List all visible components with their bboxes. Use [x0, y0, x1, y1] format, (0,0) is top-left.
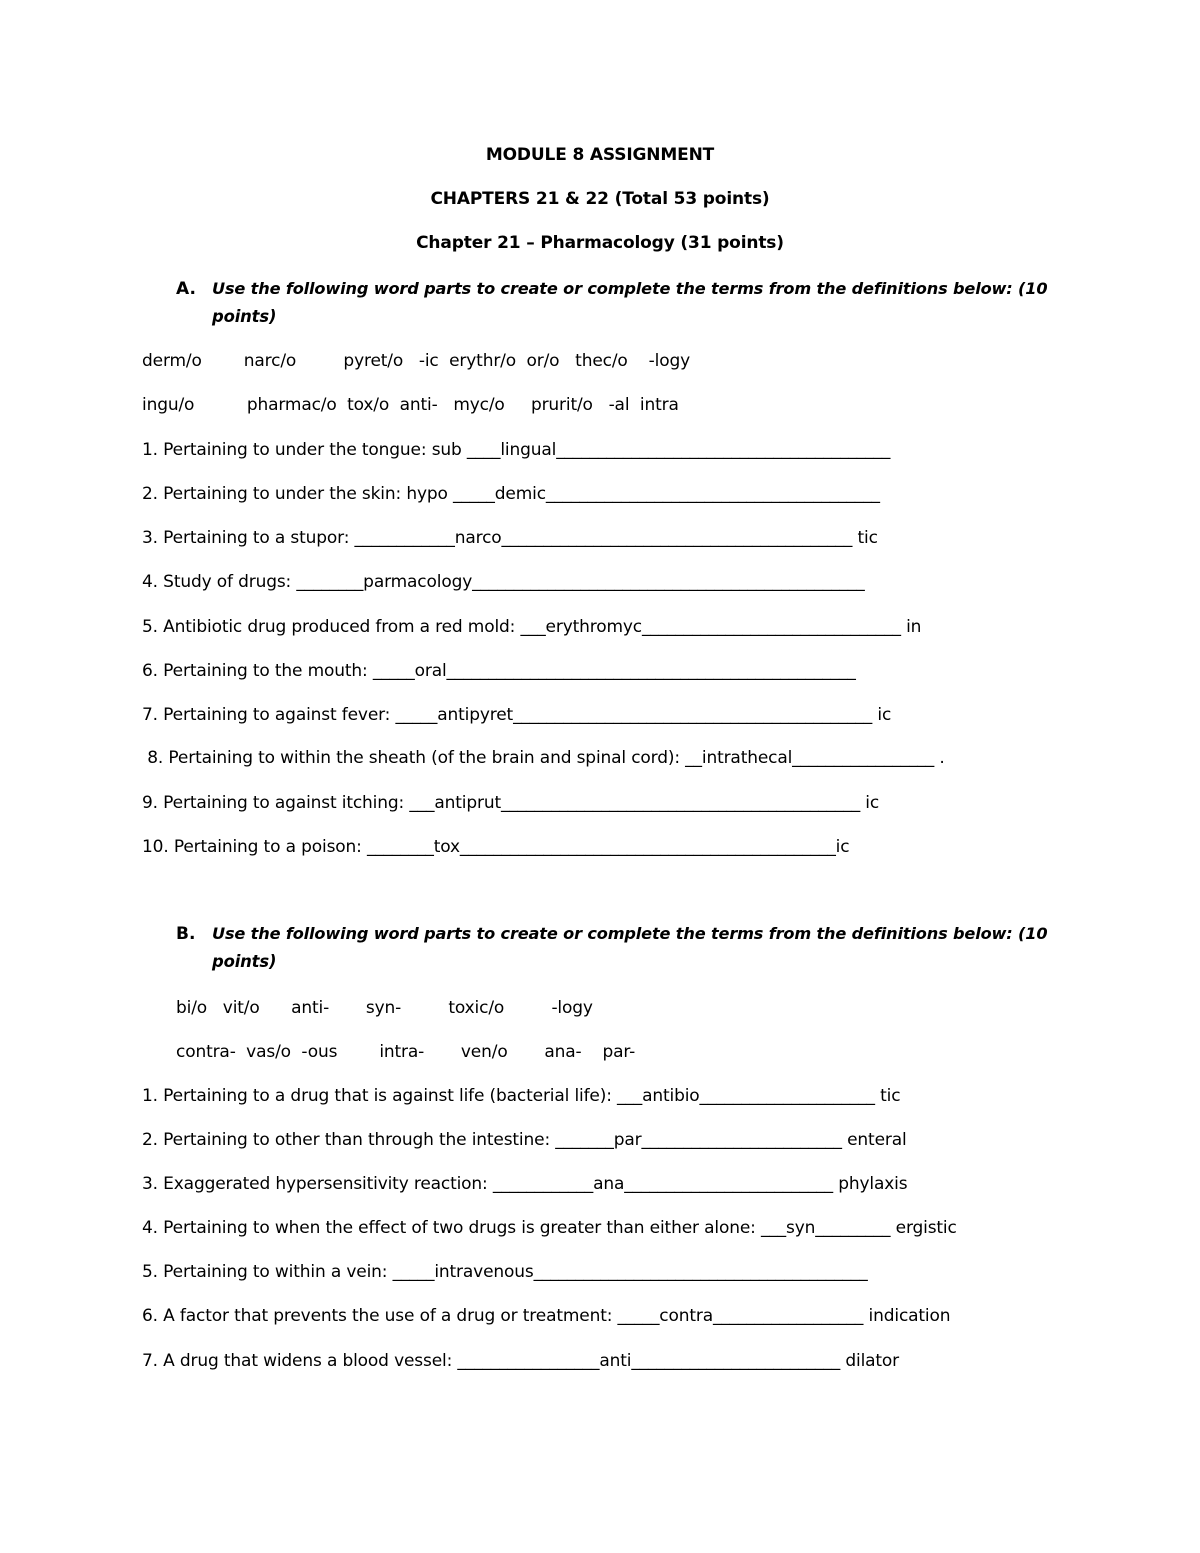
- section-a-instruction-line2: points): [212, 307, 277, 326]
- section-b-word-parts-row2: contra- vas/o -ous intra- ven/o ana- par-: [176, 1042, 636, 1062]
- section-b-item-1: 1. Pertaining to a drug that is against life (bacterial life): ___antibio_____________________ tic: [142, 1086, 901, 1106]
- section-b-letter: B.: [176, 924, 196, 944]
- section-b-word-parts-row1: bi/o vit/o anti- syn- toxic/o -logy: [176, 998, 593, 1018]
- section-a-letter: A.: [176, 279, 196, 299]
- section-a-word-parts-row2: ingu/o pharmac/o tox/o anti- myc/o prurit/o -al intra: [142, 395, 679, 415]
- section-a-item-6: 6. Pertaining to the mouth: _____oral_________________________________________________: [142, 661, 856, 681]
- section-b-item-5: 5. Pertaining to within a vein: _____intravenous________________________________________: [142, 1262, 868, 1282]
- section-b-item-3: 3. Exaggerated hypersensitivity reaction: ____________ana_________________________ phylaxis: [142, 1174, 908, 1194]
- section-a-item-2: 2. Pertaining to under the skin: hypo _____demic________________________________________: [142, 484, 880, 504]
- section-b-item-2: 2. Pertaining to other than through the intestine: _______par________________________ enteral: [142, 1130, 907, 1150]
- section-b-instruction-line1: Use the following word parts to create or complete the terms from the definitions below: (10: [212, 924, 1048, 943]
- section-a-item-1: 1. Pertaining to under the tongue: sub ____lingual________________________________________: [142, 440, 891, 460]
- document-subtitle: CHAPTERS 21 & 22 (Total 53 points): [430, 189, 770, 209]
- section-b-item-7: 7. A drug that widens a blood vessel: _________________anti_________________________ dilator: [142, 1351, 900, 1371]
- section-b-item-6: 6. A factor that prevents the use of a drug or treatment: _____contra__________________ indication: [142, 1306, 951, 1326]
- document-title: MODULE 8 ASSIGNMENT: [485, 145, 715, 165]
- section-a-item-7: 7. Pertaining to against fever: _____antipyret___________________________________________ ic: [142, 705, 892, 725]
- section-a-instruction-line1: Use the following word parts to create or complete the terms from the definitions below: (10: [212, 279, 1048, 298]
- section-b-item-4: 4. Pertaining to when the effect of two drugs is greater than either alone: ___syn_________ ergistic: [142, 1218, 957, 1238]
- section-a-item-4: 4. Study of drugs: ________parmacology_______________________________________________: [142, 572, 865, 592]
- section-a-item-8: 8. Pertaining to within the sheath (of the brain and spinal cord): __intrathecal_________________ .: [142, 748, 945, 768]
- section-a-item-9: 9. Pertaining to against itching: ___antiprut___________________________________________ ic: [142, 793, 880, 813]
- section-a-item-3: 3. Pertaining to a stupor: ____________narco__________________________________________ tic: [142, 528, 878, 548]
- chapter-heading: Chapter 21 – Pharmacology (31 points): [416, 233, 784, 253]
- section-a-item-5: 5. Antibiotic drug produced from a red mold: ___erythromyc_______________________________ in: [142, 617, 922, 637]
- section-a-item-10: 10. Pertaining to a poison: ________tox_____________________________________________ic: [142, 837, 850, 857]
- section-b-instruction-line2: points): [212, 952, 277, 971]
- section-a-word-parts-row1: derm/o narc/o pyret/o -ic erythr/o or/o thec/o -logy: [142, 351, 691, 371]
